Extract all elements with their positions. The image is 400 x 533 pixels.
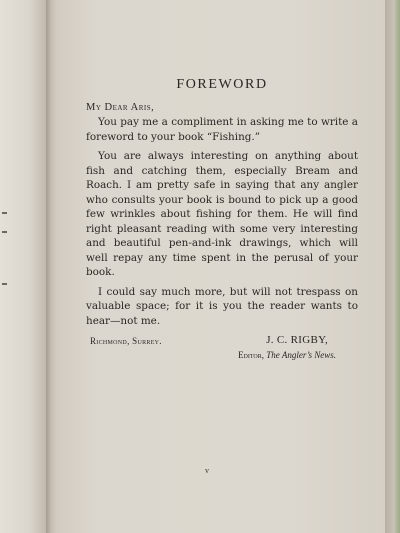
facing-page-ink-mark [2,212,7,214]
facing-page-ink-mark [2,231,7,233]
signature-title-prefix: Editor, [238,350,264,360]
foreword-text-block [86,78,358,365]
paragraph-2: You are always interesting on anything about fish and catching them, especially Bream and Roach. I am pretty safe in saying that any angler who consults your book is bound to pick up a good few wrinkles about fishing for them. He will find right pleasant reading with some very interesting and beautiful pen-and-ink drawings, which will well repay any time spent in the perusal of your book. [86,150,358,278]
place-line: Richmond, Surrey. [90,336,162,346]
salutation: My Dear Aris, [86,101,155,113]
facing-page-edge [0,0,50,533]
signature-publication: The Angler’s News. [266,350,336,360]
signature-name: J. C. RIGBY, [266,334,328,346]
paragraph-3: I could say much more, but will not trespass on valuable space; for it is you the reader wants to hear—not me. [86,285,358,327]
page-number: v [205,466,209,475]
paragraph-1: You pay me a compliment in asking me to write a foreword to your book “Fishing.” [86,116,358,143]
book-cover-edge [385,0,400,533]
facing-page-ink-mark [2,283,7,285]
page-title: FOREWORD [176,77,268,92]
signature-title [238,348,336,363]
